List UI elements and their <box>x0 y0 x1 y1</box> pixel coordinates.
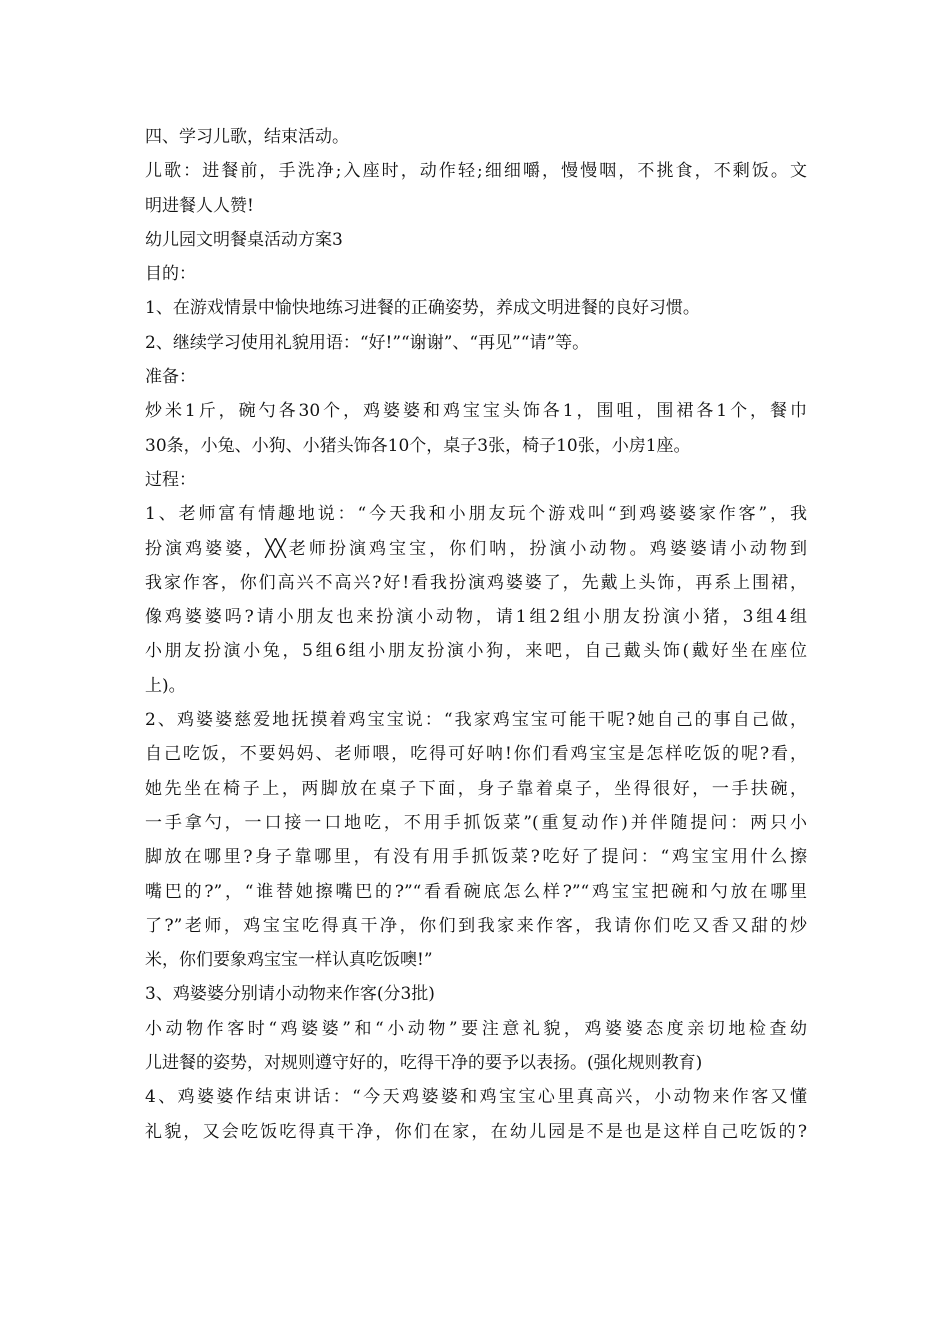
text-line: 一手拿勺，一口接一口地吃，不用手抓饭菜”(重复动作)并伴随提问：两只小 <box>145 812 807 833</box>
text-line: 1、老师富有情趣地说：“今天我和小朋友玩个游戏叫“到鸡婆婆家作客”，我 <box>145 504 807 525</box>
text-line: 小朋友扮演小兔，5组6组小朋友扮演小狗，来吧，自己戴头饰(戴好坐在座位 <box>145 641 807 662</box>
text-line: 目的： <box>145 264 196 285</box>
document-body <box>145 120 807 1149</box>
text-line: 儿进餐的姿势，对规则遵守好的，吃得干净的要予以表扬。(强化规则教育) <box>145 1053 703 1074</box>
text-line: 4、鸡婆婆作结束讲话：“今天鸡婆婆和鸡宝宝心里真高兴，小动物来作客又懂 <box>145 1087 807 1108</box>
text-line: 儿歌：进餐前，手洗净;入座时，动作轻;细细嚼，慢慢咽，不挑食，不剩饭。文 <box>145 161 807 182</box>
text-line: 了?”老师，鸡宝宝吃得真干净，你们到我家来作客，我请你们吃又香又甜的炒 <box>145 915 807 936</box>
text-line: 扮演鸡婆婆，╳╳老师扮演鸡宝宝，你们呐，扮演小动物。鸡婆婆请小动物到 <box>145 538 807 559</box>
text-line: 上)。 <box>145 675 186 696</box>
text-line: 1、在游戏情景中愉快地练习进餐的正确姿势，养成文明进餐的良好习惯。 <box>145 298 700 319</box>
text-line: 准备： <box>145 367 196 388</box>
text-line: 炒米1斤，碗勺各30个，鸡婆婆和鸡宝宝头饰各1，围咀，围裙各1个，餐巾 <box>145 401 807 422</box>
text-line: 2、继续学习使用礼貌用语：“好!”“谢谢”、“再见”“请”等。 <box>145 332 590 353</box>
text-line: 米，你们要象鸡宝宝一样认真吃饭噢!” <box>145 950 433 971</box>
text-line: 自己吃饭，不要妈妈、老师喂，吃得可好呐!你们看鸡宝宝是怎样吃饭的呢?看， <box>145 744 807 765</box>
text-line: 2、鸡婆婆慈爱地抚摸着鸡宝宝说：“我家鸡宝宝可能干呢?她自己的事自己做， <box>145 710 807 731</box>
text-line: 幼儿园文明餐桌活动方案3 <box>145 229 343 250</box>
text-line: 礼貌，又会吃饭吃得真干净，你们在家，在幼儿园是不是也是这样自己吃饭的? <box>145 1121 807 1142</box>
text-line: 像鸡婆婆吗?请小朋友也来扮演小动物，请1组2组小朋友扮演小猪，3组4组 <box>145 607 807 628</box>
text-line: 30条，小兔、小狗、小猪头饰各10个，桌子3张，椅子10张，小房1座。 <box>145 435 691 456</box>
text-line: 小动物作客时“鸡婆婆”和“小动物”要注意礼貌，鸡婆婆态度亲切地检查幼 <box>145 1018 807 1039</box>
text-line: 过程： <box>145 469 196 490</box>
text-line: 3、鸡婆婆分别请小动物来作客(分3批) <box>145 984 435 1005</box>
text-line: 我家作客，你们高兴不高兴?好!看我扮演鸡婆婆了，先戴上头饰，再系上围裙， <box>145 572 807 593</box>
text-line: 她先坐在椅子上，两脚放在桌子下面，身子靠着桌子，坐得很好，一手扶碗， <box>145 778 807 799</box>
text-line: 明进餐人人赞! <box>145 195 254 216</box>
text-line: 四、学习儿歌，结束活动。 <box>145 127 349 147</box>
text-line: 脚放在哪里?身子靠哪里，有没有用手抓饭菜?吃好了提问：“鸡宝宝用什么擦 <box>145 847 807 868</box>
text-line: 嘴巴的?”，“谁替她擦嘴巴的?”“看看碗底怎么样?”“鸡宝宝把碗和勺放在哪里 <box>145 881 807 902</box>
